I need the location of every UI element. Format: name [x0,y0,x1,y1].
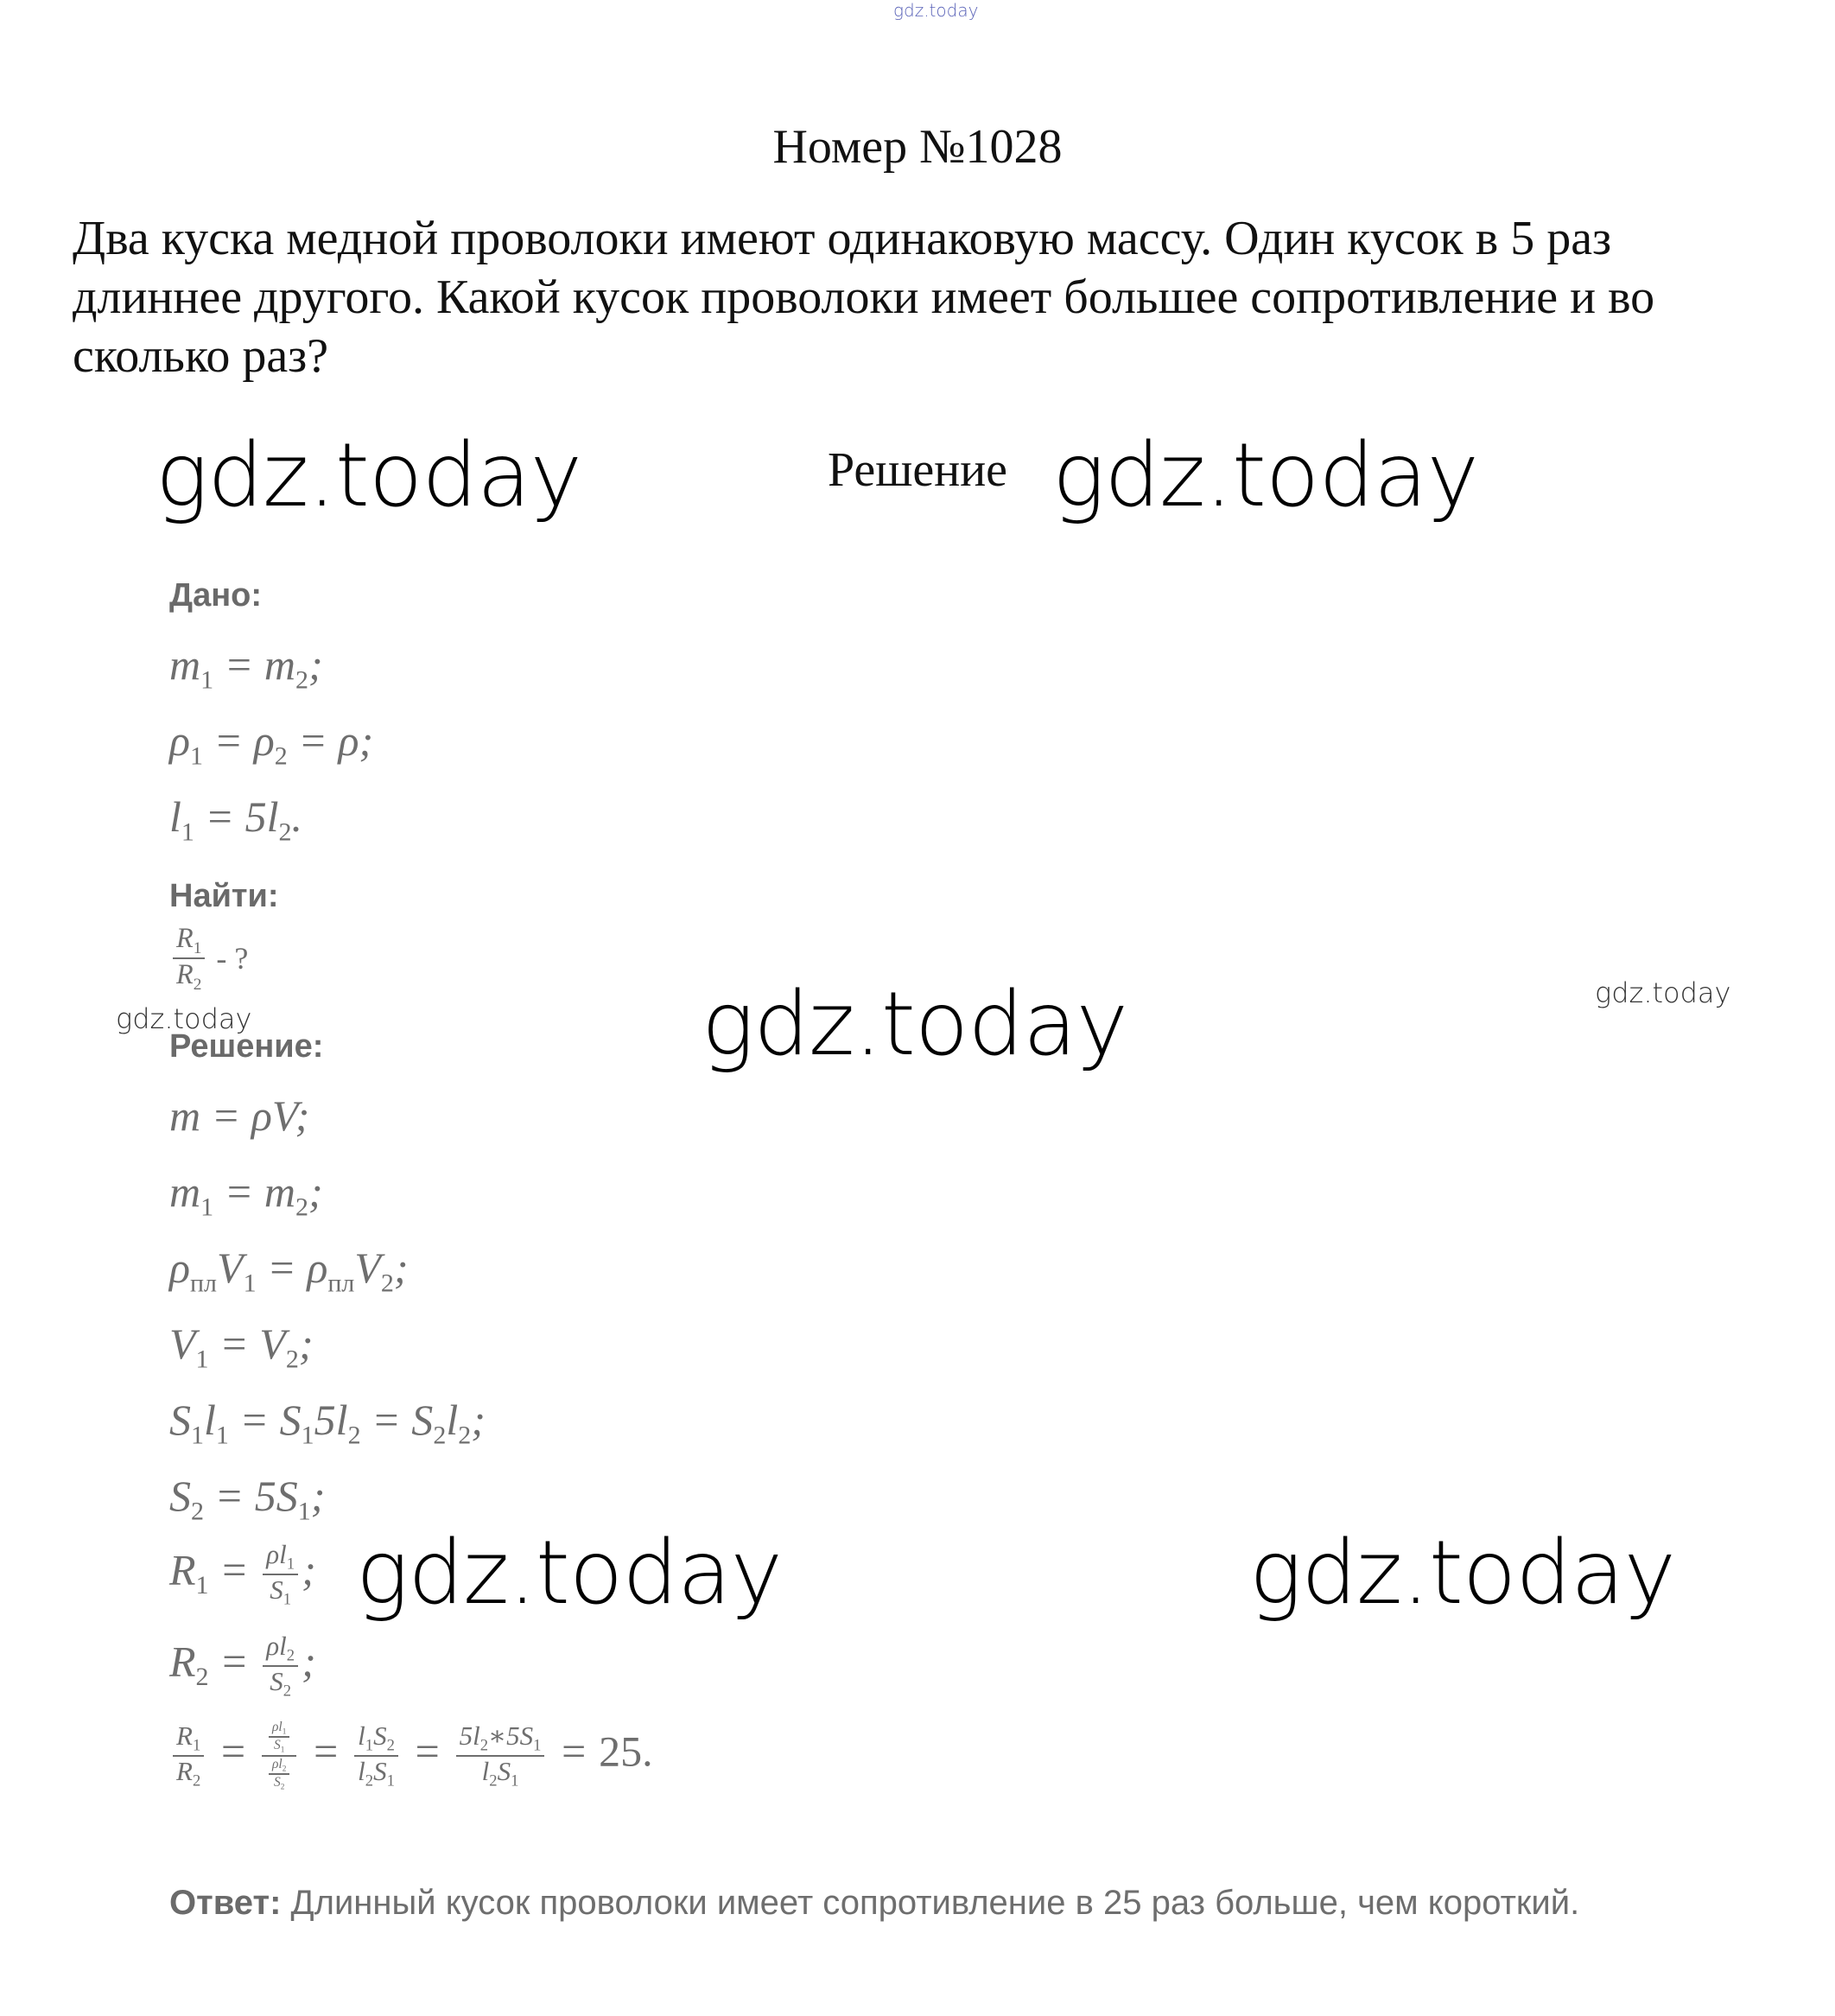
solution-line-3: $\rho_{пл}V_1 = \rho_{пл}V_2$; [169,1243,409,1298]
solution-line-8: $R_2$ = $\frac{\rho l_2}{S_2}$ ; [169,1631,316,1701]
problem-statement: Два куска медной проволоки имеют одинаковую массу. Один кусок в 5 раз длиннее другого. Какой кусок проволоки имеет большее сопротивление и во сколько раз? [73,212,1655,383]
solution-line-9: $\frac{R_1}{R_2}$ = $\frac{\frac{\rho l_1}{S_1}}{\frac{\rho l_2}{S_2}}$ = $\frac{l_1S_2}{l_2S_1}$ = $\frac{5l_2∗5S_1}{l_2S_1}$ = 25. [169,1720,653,1792]
solution-line-6: $S_2 = 5S_1$; [169,1472,326,1526]
given-label: Дано: [169,577,263,614]
watermark: gdz.today [702,973,1127,1076]
answer-label: Ответ: [169,1884,282,1922]
solution-label: Решение: [169,1028,324,1065]
solution-line-5: $S_1l_1 = S_15l_2 = S_2l_2$; [169,1396,486,1450]
watermark: gdz.today [1249,1522,1675,1625]
solution-line-4: $V_1 = V_2$; [169,1320,314,1374]
answer [169,1884,1579,1923]
watermark: gdz.today [356,1522,782,1625]
find-expression: $\frac{R_1}{R_2}$ - ? [169,923,248,994]
given-line-3: $l_1 = 5l_2$. [169,792,303,847]
watermark: gdz.today [1052,424,1478,527]
find-label: Найти: [169,878,279,914]
solution-heading: Решение [828,443,1008,497]
watermark-small: gdz.today [1595,976,1731,1009]
answer-text: Длинный кусок проволоки имеет сопротивление в 25 раз больше, чем короткий. [290,1884,1580,1922]
solution-line-1: m = ρV; [169,1091,310,1140]
given-line-1: $m_1 = m_2$; [169,640,323,695]
watermark: gdz.today [156,424,581,527]
solution-line-7: $R_1$ = $\frac{\rho l_1}{S_1}$ ; [169,1539,316,1609]
watermark-top: gdz.today [893,0,979,21]
solution-line-2: $m_1 = m_2$; [169,1167,323,1222]
given-line-2: $\rho_1 = \rho_2 = \rho$; [169,716,374,771]
watermark-small: gdz.today [116,1002,252,1035]
page-title: Номер №1028 [772,120,1063,174]
